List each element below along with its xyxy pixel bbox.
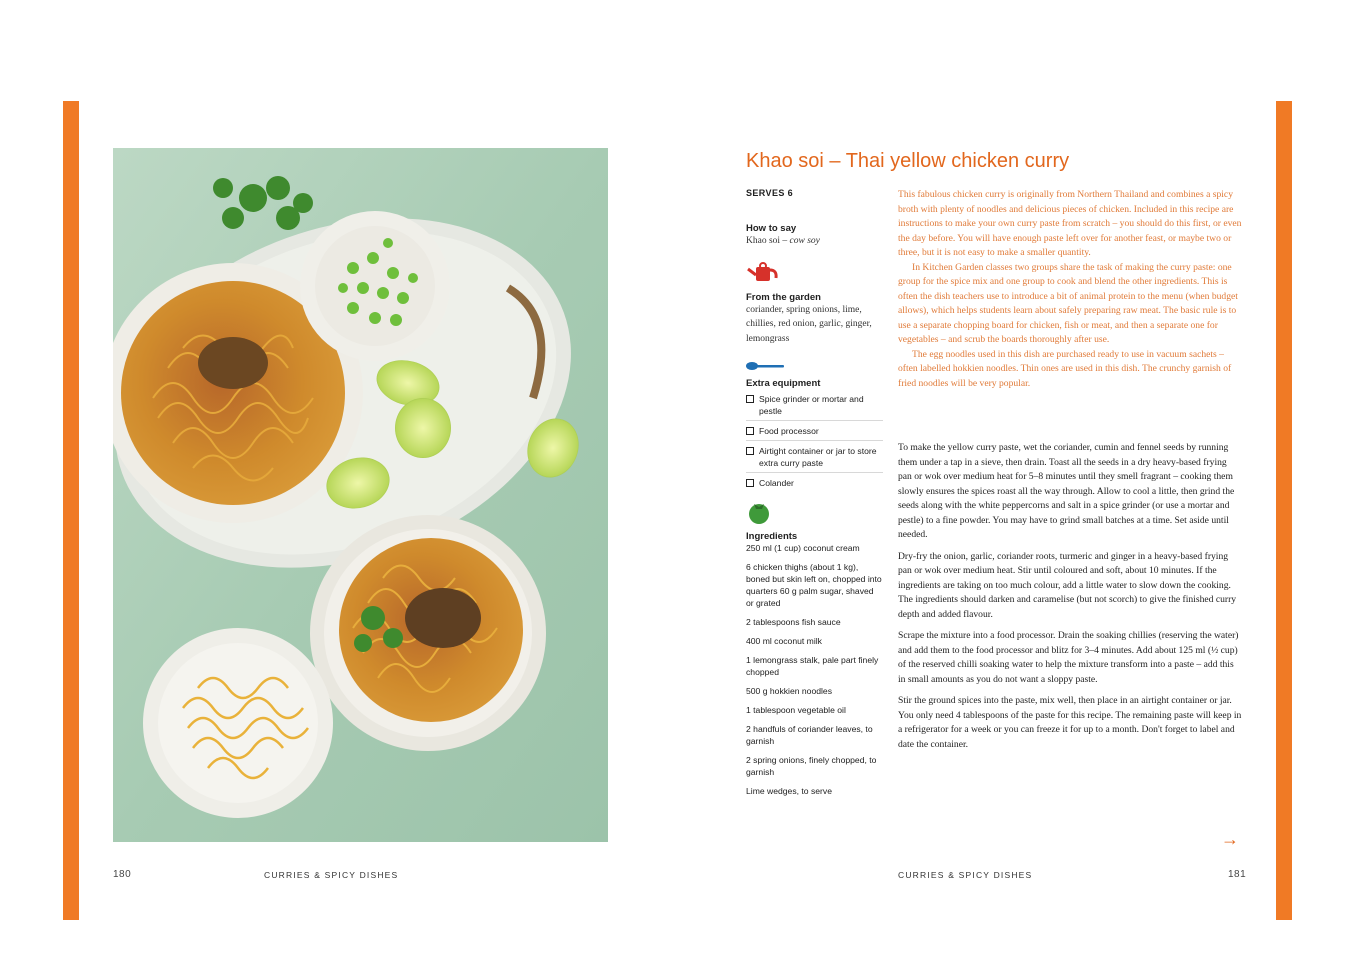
checkbox-icon bbox=[746, 427, 754, 435]
equipment-item-label: Food processor bbox=[759, 426, 819, 436]
ingredient-item: 400 ml coconut milk bbox=[746, 636, 822, 646]
recipe-method bbox=[898, 441, 1242, 759]
right-running-head: CURRIES & SPICY DISHES bbox=[898, 870, 1033, 880]
how-to-say-dash: – bbox=[780, 236, 790, 246]
watering-can-icon bbox=[746, 261, 780, 285]
how-to-say-section bbox=[746, 223, 883, 249]
ingredient-item: Lime wedges, to serve bbox=[746, 786, 832, 796]
equipment-item bbox=[746, 421, 883, 441]
ingredient-item: 1 lemongrass stalk, pale part finely chopped bbox=[746, 655, 879, 677]
extra-equipment-section bbox=[746, 358, 883, 492]
ingredient-item: 500 g hokkien noodles bbox=[746, 686, 833, 696]
how-to-say-text bbox=[746, 234, 883, 249]
from-the-garden-section bbox=[746, 261, 883, 347]
checkbox-icon bbox=[746, 395, 754, 403]
how-to-say-word: Khao soi bbox=[746, 236, 781, 246]
right-page-number: 181 bbox=[1228, 869, 1247, 880]
method-paragraph: Dry-fry the onion, garlic, coriander roots, turmeric and ginger in a heavy-based frying pan or wok over medium heat. Stir until coloured and soft, about 10 minutes. If the ingredients are taking on too much colour, add a little water to slow down the cooking. The ingredients should darken and caramelise (but not scorch) to give the finished curry depth and added flavour. bbox=[898, 550, 1237, 620]
checkbox-icon bbox=[746, 479, 754, 487]
intro-paragraph: This fabulous chicken curry is originally from Northern Thailand and combines a spicy broth with plenty of noodles and delicious pieces of chicken. Included in this recipe are instructions to make your own curry paste from scratch – you should do this first, or even the day before. You will have enough paste left over for another feast, or maybe two or three, but it is not easy to make a smaller quantity. bbox=[898, 189, 1242, 258]
from-the-garden-text: coriander, spring onions, lime, chillies, red onion, garlic, ginger, lemongrass bbox=[746, 304, 872, 344]
extra-equipment-heading: Extra equipment bbox=[746, 378, 821, 389]
ingredient-item: 2 handfuls of coriander leaves, to garnish bbox=[746, 724, 873, 746]
equipment-item bbox=[746, 389, 883, 421]
ingredient-item: 2 spring onions, finely chopped, to garnish bbox=[746, 755, 877, 777]
ingredient-item: 6 chicken thighs (about 1 kg), boned but skin left on, chopped into quarters 60 g palm sugar, shaved or grated bbox=[746, 562, 882, 608]
recipe-sidebar bbox=[746, 188, 883, 797]
ingredient-item: 1 tablespoon vegetable oil bbox=[746, 705, 846, 715]
tomato-icon bbox=[746, 500, 772, 524]
equipment-item-label: Colander bbox=[759, 478, 794, 488]
method-paragraph: Scrape the mixture into a food processor. Drain the soaking chillies (reserving the water) and add them to the food processor and blitz for 3–4 minutes. Add about 125 ml (½ cup) of the reserved chilli soaking water to help the mixture transform into a paste – add this in small amounts as you do not want a sloppy paste. bbox=[898, 630, 1239, 685]
how-to-say-heading: How to say bbox=[746, 223, 797, 234]
equipment-item-label: Spice grinder or mortar and pestle bbox=[759, 394, 864, 416]
from-the-garden-heading: From the garden bbox=[746, 291, 821, 303]
method-paragraph: Stir the ground spices into the paste, mix well, then place in an airtight container or jar. You only need 4 tablespoons of the paste for this recipe. The remaining paste will keep in a refrigerator for a week or you can freeze it for up to a month. Don't forget to label and date the container. bbox=[898, 695, 1242, 750]
ingredient-item: 2 tablespoons fish sauce bbox=[746, 617, 841, 627]
ingredients-section bbox=[746, 500, 883, 797]
recipe-intro bbox=[898, 188, 1242, 398]
method-paragraph: To make the yellow curry paste, wet the coriander, cumin and fennel seeds by running them under a tap in a sieve, then drain. Toast all the seeds in a dry heavy-based frying pan or wok over medium heat for 5–8 minutes until they smell fragrant – cooking them slowly ensures the spices roast all the way through. Allow to cool a little, then grind the seeds along with the white peppercorns and salt in a spice grinder (or use a mortar and pestle) to a fine powder. You may have to grind small batches at a time. Set aside until needed. bbox=[898, 442, 1235, 540]
recipe-photo bbox=[113, 148, 608, 842]
right-page-edge-bar bbox=[1276, 101, 1292, 920]
checkbox-icon bbox=[746, 447, 754, 455]
equipment-item bbox=[746, 473, 883, 492]
intro-paragraph: The egg noodles used in this dish are purchased ready to use in vacuum sachets – often labelled hokkien noodles. Thin ones are used in this dish. The crunchy garnish of fried noodles will be very popular. bbox=[898, 348, 1232, 389]
equipment-item-label: Airtight container or jar to store extra curry paste bbox=[759, 446, 877, 468]
left-page-number: 180 bbox=[113, 869, 132, 880]
serves-label: SERVES 6 bbox=[746, 188, 794, 198]
ingredient-item: 250 ml (1 cup) coconut cream bbox=[746, 543, 860, 553]
equipment-item bbox=[746, 441, 883, 473]
spoon-icon bbox=[746, 361, 784, 371]
equipment-list bbox=[746, 389, 883, 492]
left-running-head: CURRIES & SPICY DISHES bbox=[264, 870, 399, 880]
intro-paragraph: In Kitchen Garden classes two groups share the task of making the curry paste: one group for the spice mix and one group to cook and blend the other ingredients. This is often the dish teachers use to introduce a bit of animal protein to the menu (when budget allows), which helps students learn about safely preparing raw meat. The basic rule is to use a separate chopping board for chicken, fish or meat, and then a separate one for vegetables – and scrub the boards thoroughly after use. bbox=[898, 261, 1238, 345]
ingredients-heading: Ingredients bbox=[746, 531, 798, 542]
recipe-title: Khao soi – Thai yellow chicken curry bbox=[746, 150, 1070, 172]
how-to-say-pronunciation: cow soy bbox=[789, 236, 820, 246]
next-page-arrow-icon[interactable]: → bbox=[1221, 829, 1239, 849]
left-page-edge-bar bbox=[63, 101, 79, 920]
